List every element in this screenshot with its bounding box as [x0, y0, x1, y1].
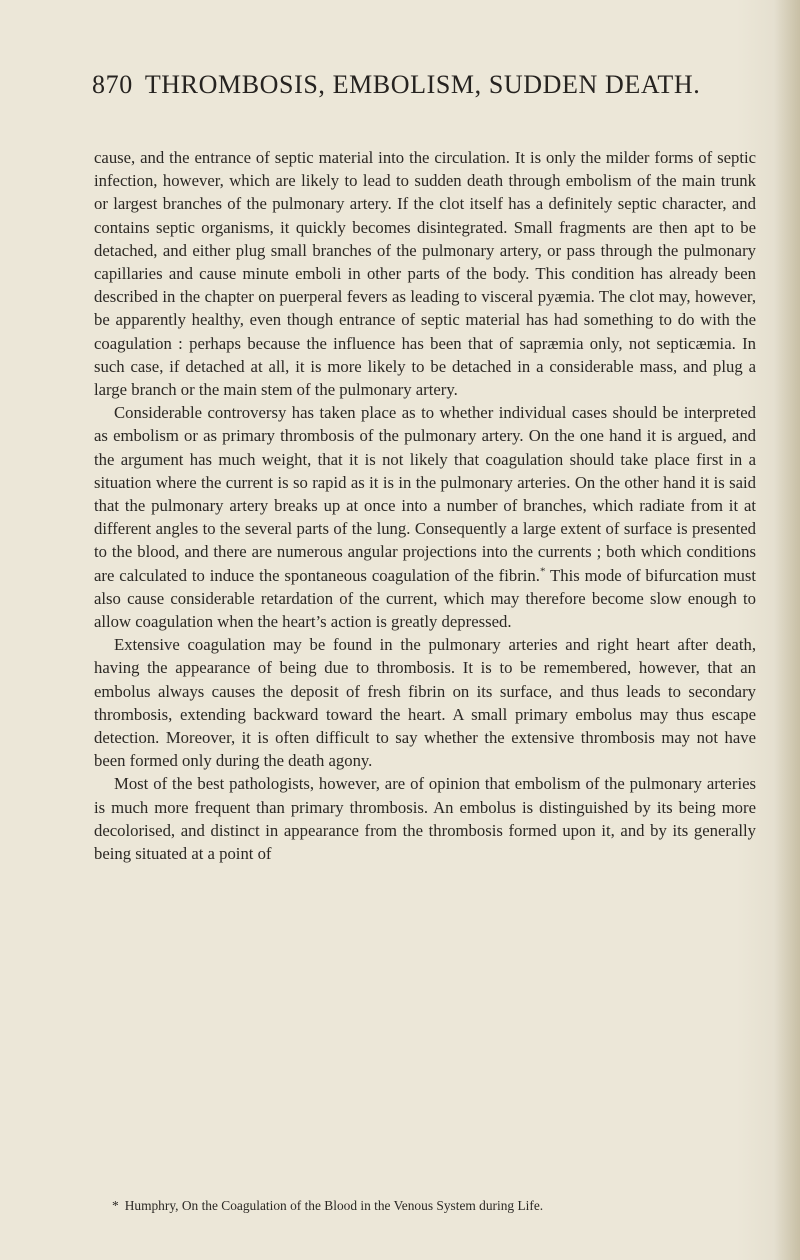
footnote: [112, 1197, 752, 1215]
paragraph-extensive-coagulation: Extensive coagulation may be found in the pulmonary arteries and right heart after death, having the appearance of being due to thrombosis. It is to be remembered, however, that an embolus always causes the deposit of fresh fibrin on its surface, and thus leads to secondary thrombosis, extending backward toward the heart. A small primary embolus may thus escape detection. Moreover, it is often difficult to say whether the extensive thrombosis may not have been formed only during the death agony.: [94, 635, 756, 771]
running-head: [92, 70, 752, 110]
page-number: 870: [92, 70, 133, 99]
running-title: THROMBOSIS, EMBOLISM, SUDDEN DEATH.: [144, 70, 701, 99]
paragraph-text: Considerable controversy has taken place as to whether individual cases should be interpreted as embolism or as primary thrombosis of the pulmonary artery. On the one hand it is argued, and the argument has much weight, that it is not likely that coagulation should take place first in a situation where the current is so rapid as it is in the pulmonary arteries. On the other hand it is said that the pulmonary artery breaks up at once into a number of branches, which radiate from it at different angles to the several parts of the lung. Consequently a large extent of surface is presented to the blood, and there are numerous angular projections into the currents ; both which conditions are calculated to induce the spontaneous coagulation of the fibrin.: [94, 403, 756, 585]
paragraph-pathologists: Most of the best pathologists, however, are of opinion that embolism of the pulmonary arteries is much more frequent than primary thrombosis. An embolus is distinguished by its being more decolorised, and distinct in appearance from the thrombosis formed upon it, and by its generally being situated at a point of: [94, 774, 756, 864]
body-text: [94, 146, 756, 865]
footnote-star: *: [112, 1198, 119, 1213]
footnote-text: Humphry, On the Coagulation of the Blood in the Venous System during Life.: [124, 1198, 544, 1213]
paragraph-continued: cause, and the entrance of septic material into the circulation. It is only the milder forms of septic infection, however, which are likely to lead to sudden death through embolism of the main trunk or largest branches of the pulmonary artery. If the clot itself has a definitely septic character, and contains septic organisms, it quickly becomes disintegrated. Small fragments are then apt to be detached, and either plug small branches of the pulmonary artery, or pass through the pulmonary capillaries and cause minute emboli in other parts of the body. This condition has already been described in the chapter on puerperal fevers as leading to visceral pyæmia. The clot may, however, be apparently healthy, even though entrance of septic material has had something to do with the coagulation : perhaps because the influence has been that of sapræmia only, not septicæmia. In such case, if detached at all, it is more likely to be detached in a considerable mass, and plug a large branch or the main stem of the pulmonary artery.: [94, 148, 756, 400]
footnote-marker: *: [539, 565, 546, 578]
page-edge-shadow: [774, 0, 800, 1260]
paragraph-text-continued: This mode of bifurcation must also cause considerable retardation of the current, which may therefore become slow enough to allow coagulation when the heart’s action is greatly depressed.: [94, 565, 756, 632]
paragraph-controversy: [94, 401, 756, 633]
